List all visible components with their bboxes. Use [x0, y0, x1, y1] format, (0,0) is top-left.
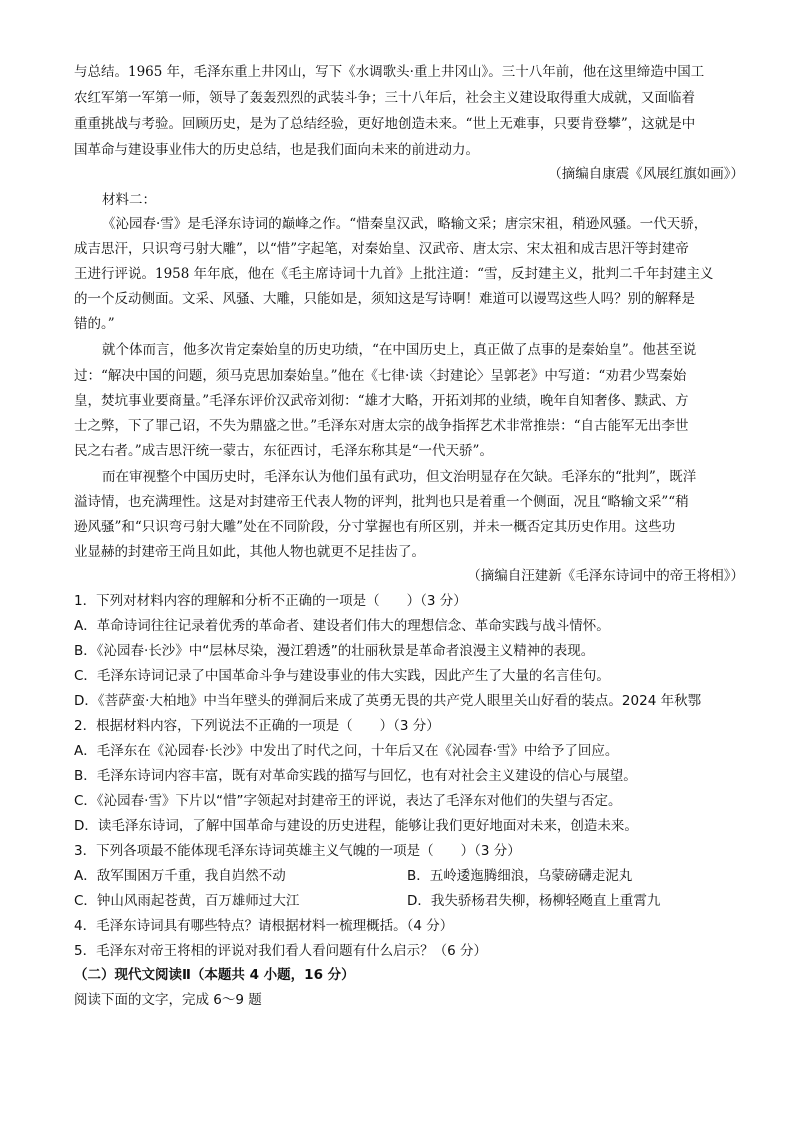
material2-line: 错的。” [74, 316, 115, 332]
material2-label: 材料二： [102, 192, 156, 208]
material1-line: 国革命与建设事业伟大的历史总结，也是我们面向未来的前进动力。 [74, 142, 479, 158]
material2-line: 过：“解决中国的问题，须马克思加秦始皇。”他在《七律·读〈封建论〉呈郭老》中写道：“劝君少骂秦始 [74, 368, 687, 384]
material1-line: 重重挑战与考验。回顾历史，是为了总结经验，更好地创造未来。“世上无难事，只要肯登攀”，这就是中 [74, 116, 696, 132]
source-citation-1: （摘编自康震《风展红旗如画》） [548, 166, 744, 182]
material2-line: 逊风骚”和“只识弯弓射大雕”处在不同阶段，分寸掌握也有所区别，并未一概否定其历史作用。这些功 [74, 519, 676, 535]
question-5: 5．毛泽东对帝王将相的评说对我们看人看问题有什么启示？（6 分） [74, 943, 487, 959]
material2-line: 《沁园春·雪》是毛泽东诗词的巅峰之作。“惜秦皇汉武，略输文采；唐宗宋祖，稍逊风骚。一代天骄， [102, 216, 708, 232]
question-3-option-d[interactable]: D．我失骄杨君失柳，杨柳轻飏直上重霄九 [407, 893, 661, 909]
question-2-option-a[interactable]: A．毛泽东在《沁园春·长沙》中发出了时代之问，十年后又在《沁园春·雪》中给予了回应。 [74, 743, 619, 759]
question-2-option-b[interactable]: B．毛泽东诗词内容丰富，既有对革命实践的描写与回忆，也有对社会主义建设的信心与展望。 [74, 768, 637, 784]
material2-line: 业显赫的封建帝王尚且如此，其他人物也就更不足挂齿了。 [74, 544, 425, 560]
question-3-option-a[interactable]: A．敌军围困万千重，我自岿然不动 [74, 868, 286, 884]
question-3-stem: 3．下列各项最不能体现毛泽东诗词英雄主义气魄的一项是（ ）（3 分） [74, 843, 521, 859]
question-1-stem: 1．下列对材料内容的理解和分析不正确的一项是（ ）（3 分） [74, 593, 467, 609]
material1-line: 与总结。1965 年，毛泽东重上井冈山，写下《水调歌头·重上井冈山》。三十八年前，他在这里缔造中国工 [74, 64, 705, 80]
question-2-stem: 2．根据材料内容，下列说法不正确的一项是（ ）（3 分） [74, 718, 440, 734]
source-citation-2: （摘编自汪建新《毛泽东诗词中的帝王将相》） [467, 568, 744, 584]
material2-line: 王进行评说。1958 年年底，他在《毛主席诗词十九首》上批注道：“雪，反封建主义，批判二千年封建主义 [74, 266, 714, 282]
material2-line: 民之右者。”成吉思汗统一蒙古，东征西讨，毛泽东称其是“一代天骄”。 [74, 443, 493, 459]
material2-line: 而在审视整个中国历史时，毛泽东认为他们虽有武功，但文治明显存在欠缺。毛泽东的“批判”，既洋 [102, 469, 697, 485]
section-2-instruction: 阅读下面的文字，完成 6～9 题 [74, 992, 262, 1008]
material2-line: 就个体而言，他多次肯定秦始皇的历史功绩，“在中国历史上，真正做了点事的是秦始皇”。他甚至说 [102, 342, 697, 358]
question-3-option-b[interactable]: B．五岭逶迤腾细浪，乌蒙磅礴走泥丸 [407, 868, 633, 884]
question-4: 4．毛泽东诗词具有哪些特点？请根据材料一梳理概括。（4 分） [74, 918, 454, 934]
section-2-title: （二）现代文阅读Ⅱ（本题共 4 小题，16 分） [74, 967, 355, 983]
material2-line: 皇，焚坑事业要商量。”毛泽东评价汉武帝刘彻：“雄才大略，开拓刘邦的业绩，晚年自知奢侈、黩武、方 [74, 393, 689, 409]
material2-line: 士之弊，下了罪己诏，不失为鼎盛之世。”毛泽东对唐太宗的战争指挥艺术非常推崇：“自古能军无出李世 [74, 418, 689, 434]
material2-line: 成吉思汗，只识弯弓射大雕”，以“惜”字起笔，对秦始皇、汉武帝、唐太宗、宋太祖和成吉思汗等封建帝 [74, 241, 689, 257]
question-1-option-d[interactable]: D．《菩萨蛮·大柏地》中当年壁头的弹洞后来成了英勇无畏的共产党人眼里关山好看的装点。2024 年秋鄂 [74, 693, 702, 709]
material1-line: 农红军第一军第一师，领导了轰轰烈烈的武装斗争；三十八年后，社会主义建设取得重大成就，又面临着 [74, 90, 695, 106]
question-2-option-c[interactable]: C．《沁园春·雪》下片以“惜”字领起对封建帝王的评说，表达了毛泽东对他们的失望与否定。 [74, 793, 622, 809]
question-2-option-d[interactable]: D．读毛泽东诗词，了解中国革命与建设的历史进程，能够让我们更好地面对未来，创造未来。 [74, 818, 638, 834]
question-1-option-b[interactable]: B．《沁园春·长沙》中“层林尽染，漫江碧透”的壮丽秋景是革命者浪漫主义精神的表现。 [74, 643, 595, 659]
question-1-option-c[interactable]: C．毛泽东诗词记录了中国革命斗争与建设事业的伟大实践，因此产生了大量的名言佳句。 [74, 668, 610, 684]
material2-line: 的一个反动侧面。文采、风骚、大雕，只能如是，须知这是写诗啊！难道可以谩骂这些人吗？别的解释是 [74, 291, 695, 307]
question-1-option-a[interactable]: A．革命诗词往往记录着优秀的革命者、建设者们伟大的理想信念、革命实践与战斗情怀。 [74, 618, 610, 634]
question-3-option-c[interactable]: C．钟山风雨起苍黄，百万雄师过大江 [74, 893, 300, 909]
material2-line: 溢诗情，也充满理性。这是对封建帝王代表人物的评判，批判也只是着重一个侧面，况且“略输文采”“稍 [74, 494, 689, 510]
